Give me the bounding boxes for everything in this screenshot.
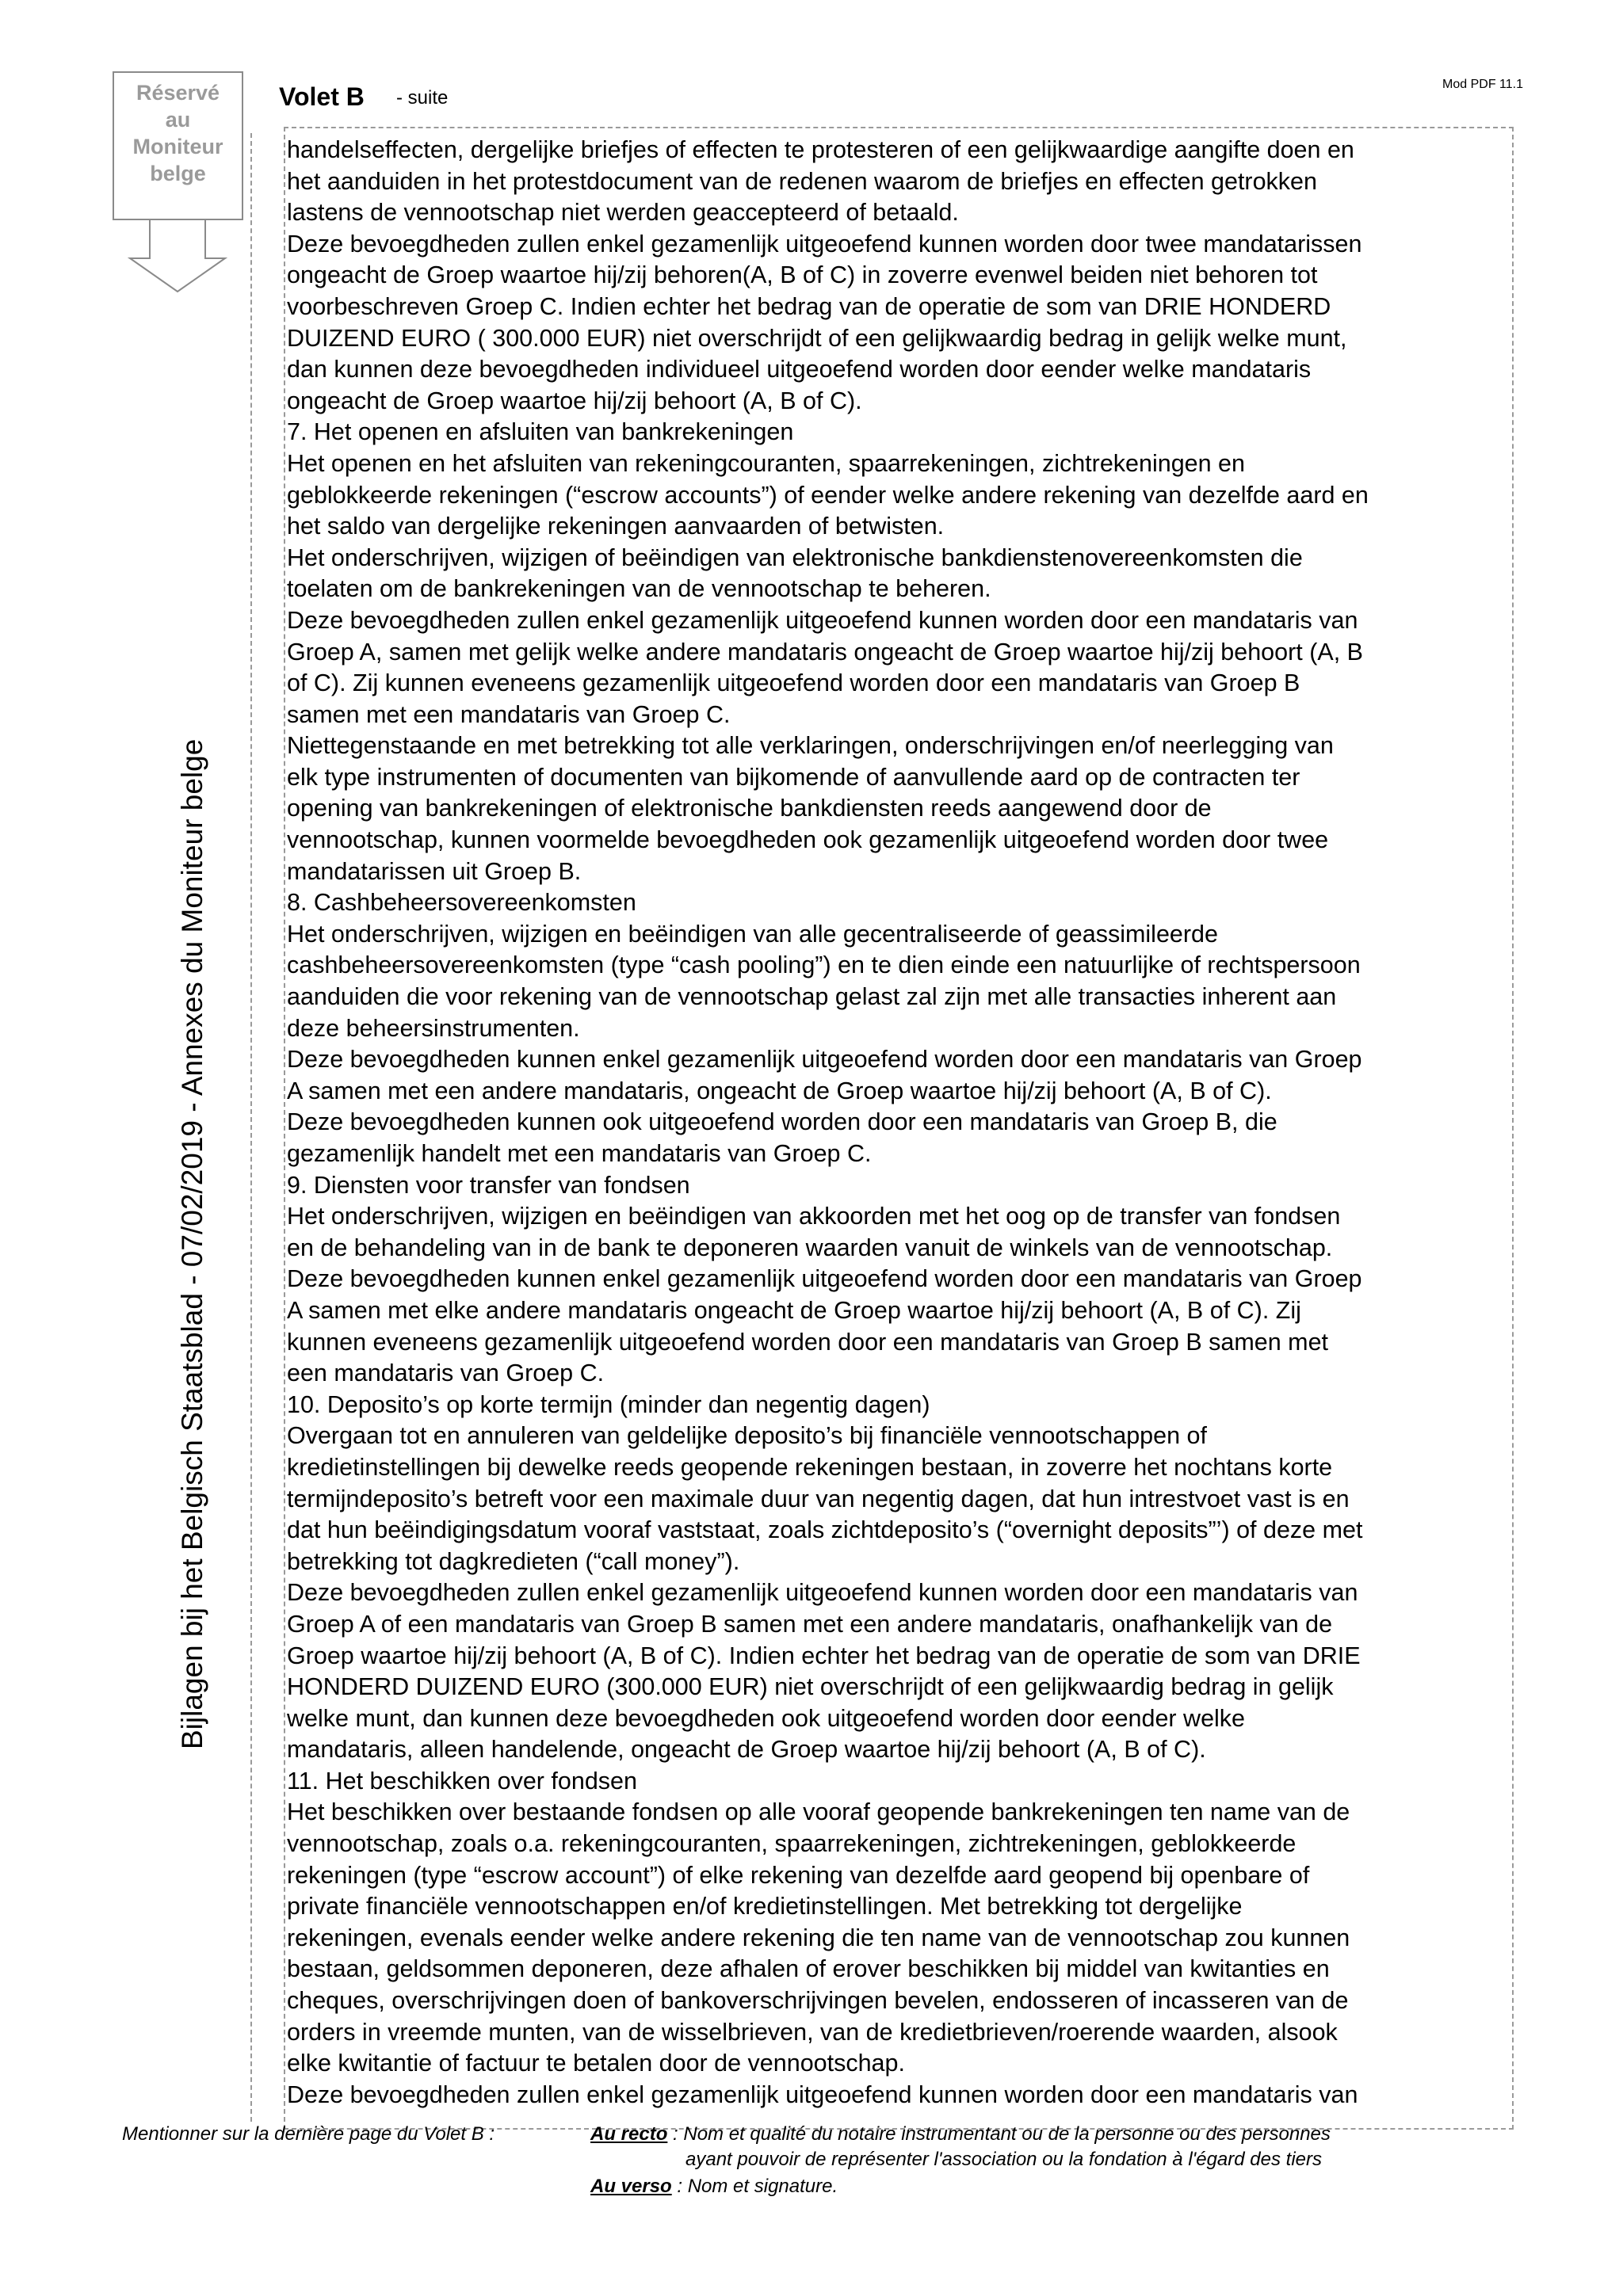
body-line: betrekking tot dagkredieten (“call money”). [287, 1547, 740, 1575]
body-line: 11. Het beschikken over fondsen [287, 1767, 637, 1794]
body-line: bestaan, geldsommen deponeren, deze afhalen of erover beschikken bij middel van kwitanties en [287, 1955, 1330, 1983]
body-line: en de behandeling van in de bank te deponeren waarden vanuit de winkels van de vennootschap. [287, 1234, 1333, 1261]
body-line: het aanduiden in het protestdocument van de redenen waarom de briefjes en effecten getrokken [287, 167, 1317, 195]
body-line: mandataris, alleen handelende, ongeacht de Groep waartoe hij/zij behoort (A, B of C). [287, 1736, 1206, 1764]
body-line: geblokkeerde rekeningen (“escrow accounts”) of eender welke andere rekening van dezelfde aard en [287, 481, 1369, 509]
body-line: voorbeschreven Groep C. Indien echter het bedrag van de operatie de som van DRIE HONDERD [287, 292, 1331, 320]
body-line: Groep waartoe hij/zij behoort (A, B of C). Indien echter het bedrag van de operatie de som van DRIE [287, 1642, 1361, 1669]
body-line: Overgaan tot en annuleren van geldelijke deposito’s bij financiële vennootschappen of [287, 1422, 1207, 1450]
body-line: kredietinstellingen bij dewelke reeds geopende rekeningen bestaan, in zoverre het nochtans korte [287, 1453, 1333, 1481]
body-line: of C). Zij kunnen eveneens gezamenlijk uitgeoefend worden door een mandataris van Groep B [287, 669, 1300, 697]
body-line: samen met een mandataris van Groep C. [287, 700, 731, 728]
body-line: HONDERD DUIZEND EURO (300.000 EUR) niet overschrijdt of een gelijkwaardig bedrag in gelijk [287, 1673, 1334, 1701]
body-line: welke munt, dan kunnen deze bevoegdheden ook uitgeoefend worden door eender welke [287, 1704, 1246, 1732]
body-line: vennootschap, kunnen voormelde bevoegdheden ook gezamenlijk uitgeoefend worden door twee [287, 826, 1329, 854]
body-line: een mandataris van Groep C. [287, 1360, 605, 1387]
body-line: Groep A, samen met gelijk welke andere mandataris ongeacht de Groep waartoe hij/zij behoort (A, B [287, 638, 1363, 666]
body-line: Niettegenstaande en met betrekking tot alle verklaringen, onderschrijvingen en/of neerlegging van [287, 732, 1334, 760]
body-line: rekeningen, evenals eender welke andere rekening die ten name van de vennootschap zou kunnen [287, 1924, 1350, 1951]
body-line: Deze bevoegdheden zullen enkel gezamenlijk uitgeoefend kunnen worden door een mandataris van [287, 606, 1358, 634]
reserved-label [114, 79, 242, 187]
body-line: Deze bevoegdheden kunnen ook uitgeoefend worden door een mandataris van Groep B, die [287, 1108, 1277, 1136]
body-line: Het onderschrijven, wijzigen en beëindigen van akkoorden met het oog op de transfer van fondsen [287, 1203, 1341, 1230]
body-line: opening van bankrekeningen of elektronische bankdiensten reeds aangewend door de [287, 795, 1212, 822]
body-line: Deze bevoegdheden zullen enkel gezamenlijk uitgeoefend kunnen worden door een mandataris van [287, 2081, 1358, 2108]
footer-recto [590, 2123, 1331, 2145]
document-body [287, 135, 1523, 2111]
body-line: dan kunnen deze bevoegdheden individueel uitgeoefend worden door eender welke mandataris [287, 356, 1312, 383]
body-line: vennootschap, zoals o.a. rekeningcouranten, spaarrekeningen, zichtrekeningen, geblokkeerde [287, 1830, 1296, 1858]
body-line: termijndeposito’s betreft voor een maximale duur van negentig dagen, dat hun intrestvoet vast is en [287, 1485, 1350, 1512]
body-line: 10. Deposito’s op korte termijn (minder dan negentig dagen) [287, 1390, 930, 1418]
body-line: elk type instrumenten of documenten van bijkomende of aanvullende aard op de contracten ter [287, 763, 1300, 791]
body-line: lastens de vennootschap niet werden geaccepteerd of betaald. [287, 199, 959, 227]
reserved-box [113, 71, 243, 220]
mod-label: Mod PDF 11.1 [1442, 78, 1523, 91]
body-line: kunnen eveneens gezamenlijk uitgeoefend worden door een mandataris van Groep B samen met [287, 1328, 1329, 1356]
volet-suffix: - suite [396, 87, 449, 109]
verso-label: Au verso [590, 2176, 672, 2197]
body-line: rekeningen (type “escrow account”) of elke rekening van dezelfde aard geopend bij openbare of [287, 1861, 1310, 1889]
body-line: Deze bevoegdheden kunnen enkel gezamenlijk uitgeoefend worden door een mandataris van Groep [287, 1046, 1362, 1074]
body-line: Deze bevoegdheden zullen enkel gezamenlijk uitgeoefend kunnen worden door een mandataris van [287, 1579, 1358, 1607]
body-line: Het onderschrijven, wijzigen of beëindigen van elektronische bankdienstenovereenkomsten die [287, 543, 1303, 571]
body-line: Deze bevoegdheden zullen enkel gezamenlijk uitgeoefend kunnen worden door twee mandatarissen [287, 230, 1362, 257]
sidebar-annex-text: Bijlagen bij het Belgisch Staatsblad - 07/02/2019 - Annexes du Moniteur belge [176, 738, 208, 1749]
body-line: ongeacht de Groep waartoe hij/zij behoort (A, B of C). [287, 387, 862, 414]
body-line: het saldo van dergelijke rekeningen aanvaarden of betwisten. [287, 513, 945, 540]
body-line: 9. Diensten voor transfer van fondsen [287, 1171, 690, 1199]
reserved-line: au [165, 108, 191, 132]
reserved-line: Moniteur [132, 135, 223, 158]
body-line: DUIZEND EURO ( 300.000 EUR) niet overschrijdt of een gelijkwaardig bedrag in gelijk welke munt, [287, 324, 1347, 352]
body-line: Het openen en het afsluiten van rekeningcouranten, spaarrekeningen, zichtrekeningen en [287, 449, 1245, 477]
down-arrow-icon [113, 219, 243, 294]
verso-text: : Nom et signature. [677, 2176, 838, 2197]
body-line: ongeacht de Groep waartoe hij/zij behoren(A, B of C) in zoverre evenwel beiden niet behoren tot [287, 261, 1318, 289]
body-line: 7. Het openen en afsluiten van bankrekeningen [287, 418, 794, 446]
body-line: deze beheersinstrumenten. [287, 1014, 580, 1042]
reserved-line: belge [150, 162, 206, 185]
footer-recto-continued [590, 2149, 1322, 2171]
body-line: gezamenlijk handelt met een mandataris van Groep C. [287, 1140, 872, 1167]
body-line: orders in vreemde munten, van de wisselbrieven, van de kredietbrieven/roerende waarden, alsook [287, 2018, 1338, 2046]
body-line: Het beschikken over bestaande fondsen op alle vooraf geopende bankrekeningen ten name van de [287, 1798, 1350, 1826]
body-line: Groep A of een mandataris van Groep B samen met een andere mandataris, onafhankelijk van de [287, 1610, 1333, 1638]
body-line: dat hun beëindigingsdatum vooraf vaststaat, zoals zichtdeposito’s (“overnight deposits”’) of deze met [287, 1516, 1363, 1544]
body-line: 8. Cashbeheersovereenkomsten [287, 889, 636, 917]
body-line: cheques, overschrijvingen doen of bankoverschrijvingen bevelen, endosseren of incasseren van de [287, 1987, 1349, 2015]
body-line: Deze bevoegdheden kunnen enkel gezamenlijk uitgeoefend worden door een mandataris van Groep [287, 1265, 1362, 1293]
body-line: A samen met elke andere mandataris ongeacht de Groep waartoe hij/zij behoort (A, B of C). Zij [287, 1296, 1301, 1324]
recto-text: : Nom et qualité du notaire instrumentant ou de la personne ou des personnes [673, 2123, 1331, 2145]
footer-mention: Mentionner sur la dernière page du Volet B : [122, 2123, 495, 2145]
body-line: mandatarissen uit Groep B. [287, 857, 582, 885]
volet-title: Volet B [279, 82, 365, 111]
body-line: aanduiden die voor rekening van de vennootschap gelast zal zijn met alle transacties inherent aan [287, 983, 1337, 1011]
body-line: handelseffecten, dergelijke briefjes of effecten te protesteren of een gelijkwaardige aangifte doen en [287, 136, 1354, 163]
reserved-line: Réservé [136, 81, 220, 105]
sidebar-divider [250, 133, 252, 2122]
body-line: toelaten om de bankrekeningen van de vennootschap te beheren. [287, 575, 991, 603]
body-line: elke kwitantie of factuur te betalen door de vennootschap. [287, 2050, 905, 2077]
body-line: cashbeheersovereenkomsten (type “cash pooling”) en te dien einde een natuurlijke of rechtspersoon [287, 952, 1361, 979]
recto-label: Au recto [590, 2123, 668, 2145]
body-line: private financiële vennootschappen en/of kredietinstellingen. Met betrekking tot dergelijke [287, 1893, 1243, 1920]
footer-verso [590, 2176, 838, 2198]
body-line: Het onderschrijven, wijzigen en beëindigen van alle gecentraliseerde of geassimileerde [287, 920, 1218, 948]
body-line: A samen met een andere mandataris, ongeacht de Groep waartoe hij/zij behoort (A, B of C). [287, 1077, 1272, 1104]
recto-text-2: ayant pouvoir de représenter l'association ou la fondation à l'égard des tiers [685, 2149, 1322, 2170]
